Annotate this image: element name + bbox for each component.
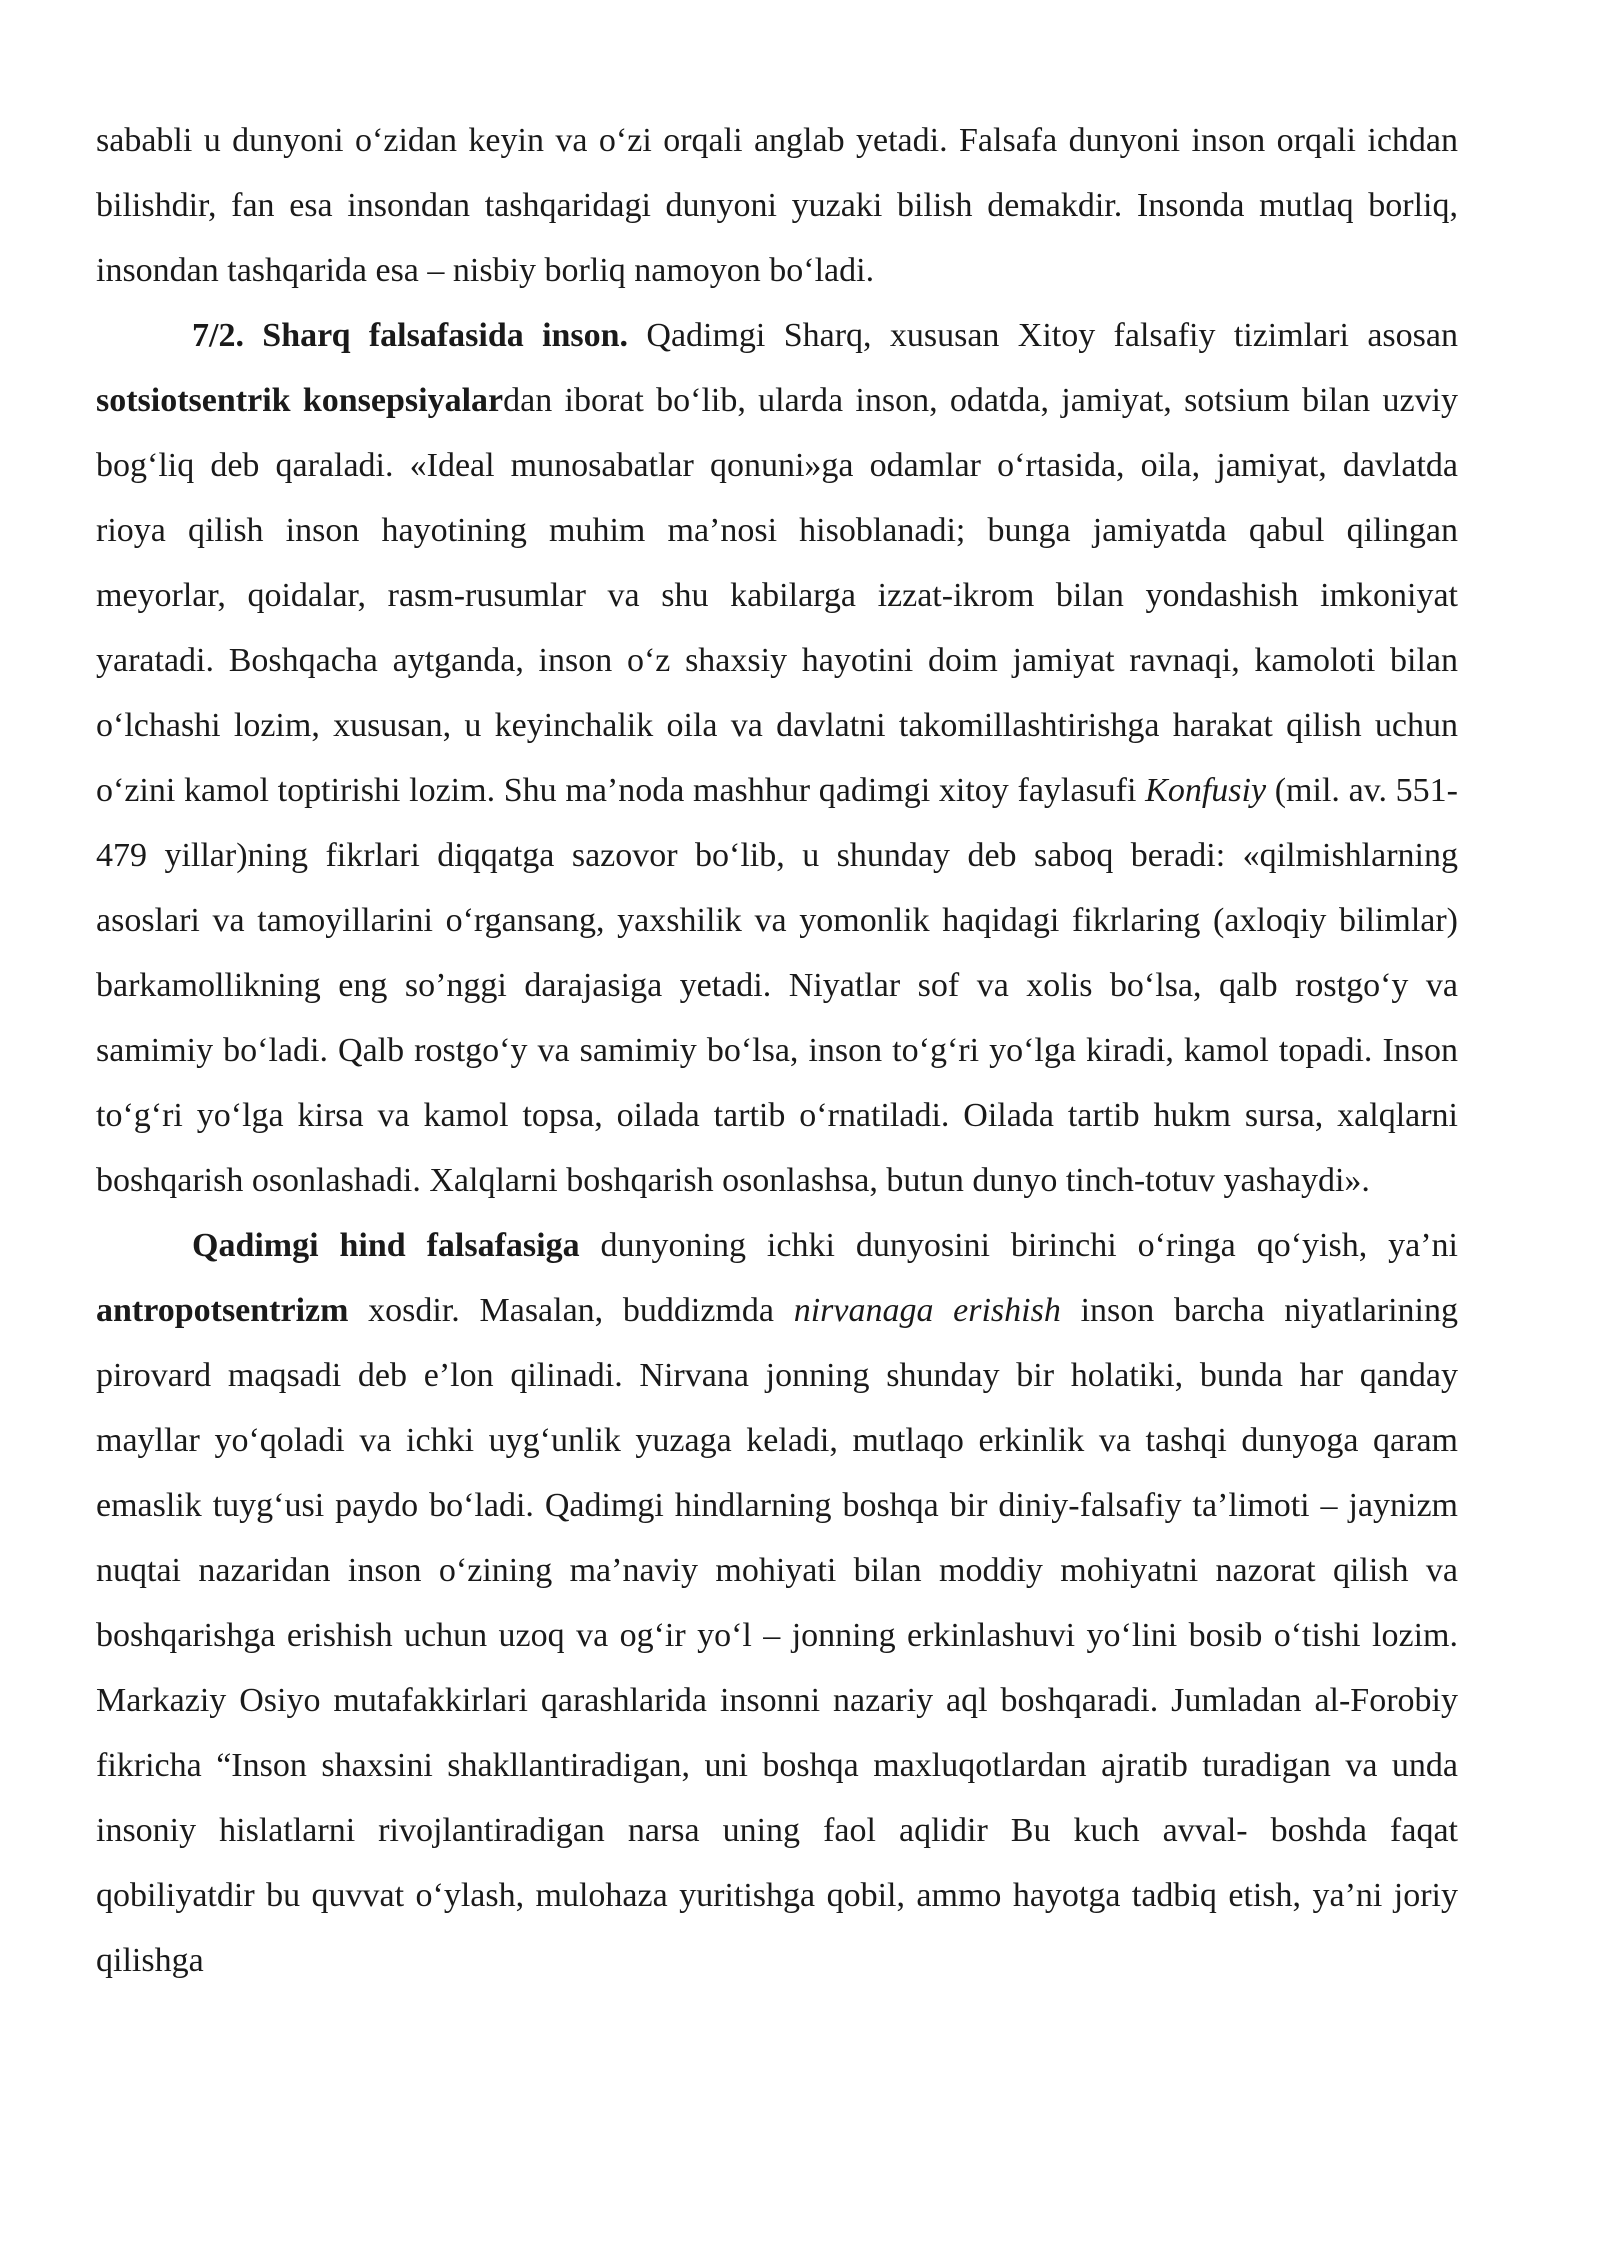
italic-term: nirvanaga erishish [793, 1292, 1061, 1329]
section-heading: 7/2. Sharq falsafasida inson. [192, 317, 629, 354]
bold-term: Qadimgi hind falsafasiga [192, 1227, 580, 1264]
paragraph-2-text: dan iborat bo‘lib, ularda inson, odatda, jamiyat, sotsium bilan uzviy bog‘liq deb qaraladi. «Ideal munosabatlar qonuni»ga odamlar o‘rtasida, oila, jamiyat, davlatda rioya qilish inson hayotining muhim ma’nosi hisoblanadi; bunga jamiyatda qabul qilingan meyorlar, qoidalar, rasm-rusumlar va shu kabilarga izzat-ikrom bilan yondashish imkoniyat yaratadi. Boshqacha aytganda, inson o‘z shaxsiy hayotini doim jamiyat ravnaqi, kamoloti bilan o‘lchashi lozim, xususan, u keyinchalik oila va davlatni takomillashtirishga harakat qilish uchun o‘zini kamol toptirishi lozim. Shu ma’noda mashhur qadimgi xitoy faylasufi [96, 382, 1458, 809]
paragraph-3 [96, 1213, 1458, 1993]
bold-term: sotsiotsentrik konsepsiyalar [96, 382, 504, 419]
paragraph-2 [96, 303, 1458, 1213]
paragraph-2-text: (mil. av. 551-479 yillar)ning fikrlari diqqatga sazovor bo‘lib, u shunday deb saboq beradi: «qilmishlarning asoslari va tamoyillarini o‘rgansang, yaxshilik va yomonlik haqidagi fikrlaring (axloqiy bilimlar) barkamollikning eng so’nggi darajasiga yetadi. Niyatlar sof va xolis bo‘lsa, qalb rostgo‘y va samimiy bo‘ladi. Qalb rostgo‘y va samimiy bo‘lsa, inson to‘g‘ri yo‘lga kiradi, kamol topadi. Inson to‘g‘ri yo‘lga kirsa va kamol topsa, oilada tartib o‘rnatiladi. Oilada tartib hukm sursa, xalqlarni boshqarish osonlashadi. Xalqlarni boshqarish osonlashsa, butun dunyo tinch-totuv yashaydi». [96, 772, 1458, 1199]
bold-term: antropotsentrizm [96, 1292, 349, 1329]
paragraph-1 [96, 108, 1458, 303]
paragraph-1-text: sababli u dunyoni o‘zidan keyin va o‘zi orqali anglab yetadi. Falsafa dunyoni inson orqali ichdan bilishdir, fan esa insondan tashqaridagi dunyoni yuzaki bilish demakdir. Insonda mutlaq borliq, insondan tashqarida esa – nisbiy borliq namoyon bo‘ladi. [96, 122, 1458, 289]
paragraph-3-text: inson barcha niyatlarining pirovard maqsadi deb e’lon qilinadi. Nirvana jonning shunday bir holatiki, bunda har qanday mayllar yo‘qoladi va ichki uyg‘unlik yuzaga keladi, mutlaqo erkinlik va tashqi dunyoga qaram emaslik tuyg‘usi paydo bo‘ladi. Qadimgi hindlarning boshqa bir diniy-falsafiy ta’limoti – jaynizm nuqtai nazaridan inson o‘zining ma’naviy mohiyati bilan moddiy mohiyatni nazorat qilish va boshqarishga erishish uchun uzoq va og‘ir yo‘l – jonning erkinlashuvi yo‘lini bosib o‘tishi lozim. Markaziy Osiyo mutafakkirlari qarashlarida insonni nazariy aql boshqaradi. Jumladan al-Forobiy fikricha “Inson shaxsini shakllantiradigan, uni boshqa maxluqotlardan ajratib turadigan va unda insoniy hislatlarni rivojlantiradigan narsa uning faol aqlidir Bu kuch avval- boshda faqat qobiliyatdir bu quvvat o‘ylash, mulohaza yuritishga qobil, ammo hayotga tadbiq etish, ya’ni joriy qilishga [96, 1292, 1458, 1979]
italic-term: Konfusiy [1145, 772, 1267, 809]
document-page [96, 108, 1458, 1993]
paragraph-2-text: Qadimgi Sharq, xususan Xitoy falsafiy tizimlari asosan [628, 317, 1458, 354]
paragraph-3-text: xosdir. Masalan, buddizmda [348, 1292, 794, 1329]
paragraph-3-text: dunyoning ichki dunyosini birinchi o‘ringa qo‘yish, ya’ni [579, 1227, 1458, 1264]
